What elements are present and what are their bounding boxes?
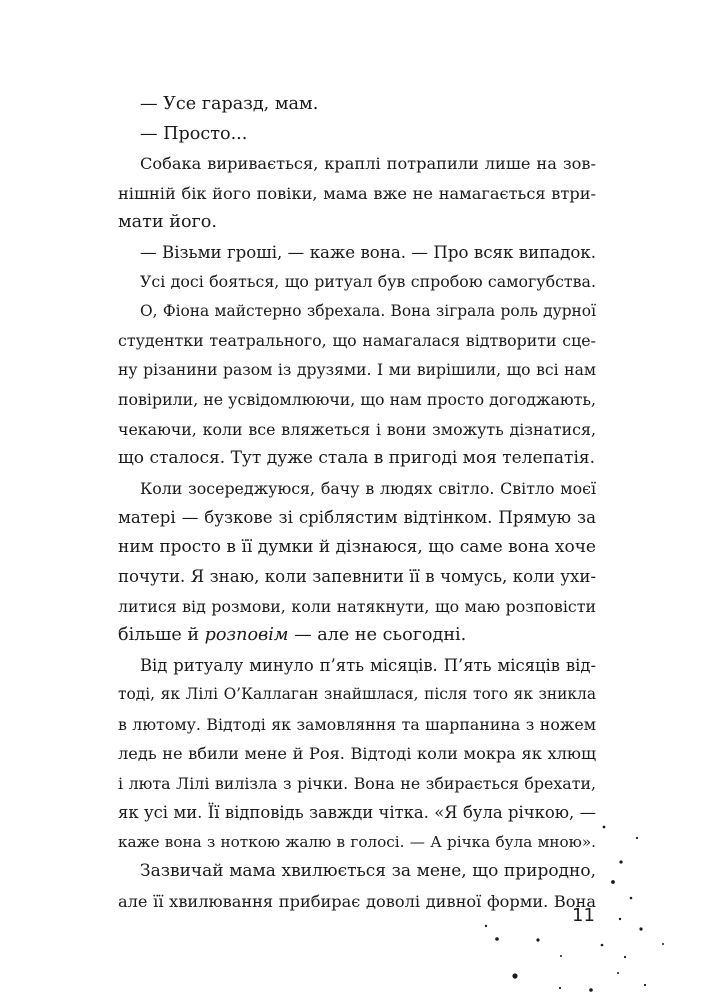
- text-line: каже вона з ноткою жалю в голосі. — А річка була мною».: [118, 832, 596, 851]
- star-dot: [560, 955, 562, 957]
- text-line: в лютому. Відтоді як замовляння та шарпанина з ножем: [118, 714, 596, 734]
- text-line: — Просто...: [140, 123, 248, 144]
- text-line: Собака виривається, краплі потрапили лише на зов-: [140, 154, 596, 173]
- text-line: але її хвилювання прибирає доволі дивної форми. Вона: [118, 891, 596, 911]
- star-dot: [639, 927, 642, 930]
- star-dot: [619, 860, 622, 863]
- text-line: Коли зосереджуюся, бачу в людях світло. Світло моєї: [140, 478, 596, 498]
- text-line: мати його.: [118, 212, 217, 232]
- text-line: — Візьми гроші, — каже вона. — Про всяк випадок.: [140, 242, 596, 262]
- text-line: литися від розмови, коли натякнути, що маю розповісти: [118, 596, 596, 616]
- text-line: матері — бузкове зі сріблястим відтінком. Прямую за: [118, 508, 596, 527]
- star-dot: [619, 918, 621, 920]
- text-line: Зазвичай мама хвилюється за мене, що природно,: [140, 861, 596, 881]
- text-line: і люта Лілі вилізла з річки. Вона не збирається брехати,: [118, 773, 596, 793]
- text-line: чекаючи, коли все вляжеться і вони зможуть дізнатися,: [118, 419, 596, 439]
- star-dot: [536, 938, 539, 941]
- star-dot: [644, 984, 646, 986]
- text-line: О, Фіона майстерно збрехала. Вона зіграла роль дурної: [140, 301, 596, 320]
- text-line: що сталося. Тут дуже стала в пригоді моя телепатія.: [118, 448, 596, 468]
- book-page-text: [118, 90, 596, 916]
- text-line: почути. Я знаю, коли запевнити її в чомусь, коли ухи-: [118, 567, 596, 586]
- star-dot: [601, 944, 604, 947]
- star-dot: [495, 937, 499, 941]
- star-dot: [617, 972, 619, 974]
- star-dot: [630, 897, 633, 900]
- text-line: ну різанини разом із друзями. І ми вирішили, що всі нам: [118, 360, 596, 379]
- star-dot: [559, 987, 561, 989]
- text-line: повірили, не усвідомлюючи, що нам просто догоджають,: [118, 390, 596, 409]
- text-line: ним просто в її думки й дізнаюся, що саме вона хоче: [118, 536, 596, 557]
- text-line: більше й розповім — але не сьогодні.: [118, 625, 467, 645]
- star-dot: [603, 826, 606, 829]
- text-line: Від ритуалу минуло п’ять місяців. П’ять місяців від-: [140, 655, 596, 675]
- text-line: — Усе гаразд, мам.: [140, 94, 319, 114]
- star-dot: [611, 880, 615, 884]
- text-line: студентки театрального, що намагалася відтворити сце-: [118, 331, 596, 350]
- page-number: 11: [572, 905, 595, 926]
- star-dot: [512, 973, 517, 978]
- text-line: Усі досі бояться, що ритуал був спробою самогубства.: [140, 272, 596, 291]
- emphasized-word: розповім: [204, 625, 289, 645]
- star-dot: [485, 925, 487, 927]
- text-line: як усі ми. Її відповідь завжди чітка. «Я була річкою, —: [118, 803, 596, 822]
- star-dot: [589, 988, 593, 992]
- text-line: нішній бік його повіки, мама вже не намагається втри-: [118, 183, 596, 203]
- star-dot: [636, 837, 638, 839]
- star-dot: [662, 943, 664, 945]
- text-line: ледь не вбили мене й Роя. Відтоді коли мокра як хлющ: [118, 744, 596, 763]
- text-line: тоді, як Лілі О’Каллаган знайшлася, після того як зникла: [118, 685, 596, 703]
- star-dot: [624, 956, 626, 958]
